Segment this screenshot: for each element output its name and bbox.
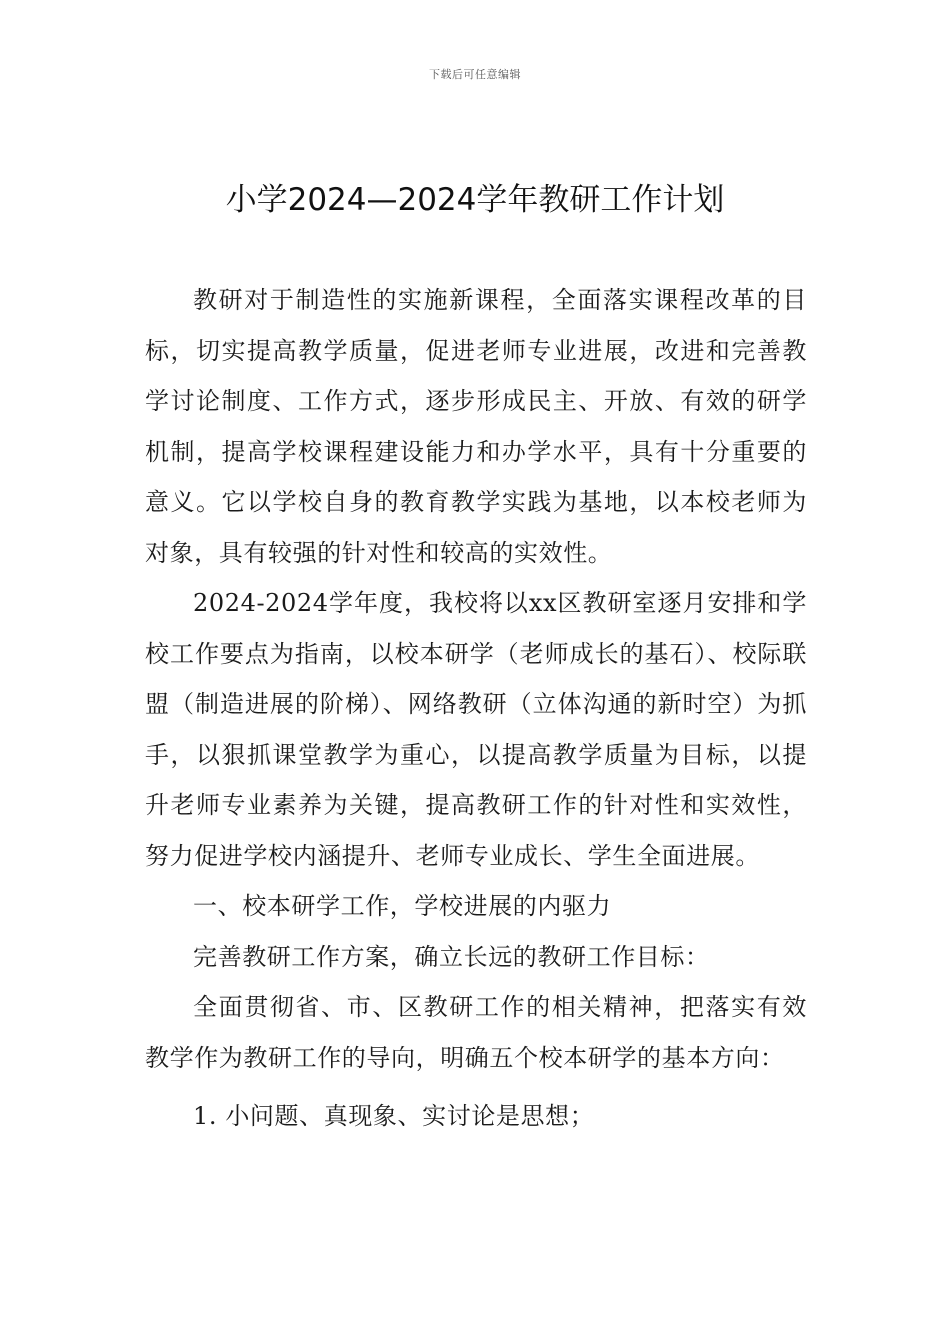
paragraph-improve-plan: 完善教研工作方案，确立长远的教研工作目标： <box>193 942 710 971</box>
paragraph-intro: 教研对于制造性的实施新课程，全面落实课程改革的目标，切实提高教学质量，促进老师专业进展，改进和完善教学讨论制度、工作方式，逐步形成民主、开放、有效的研学机制，提高学校课程建设能力和办学水平，具有十分重要的意义。它以学校自身的教育教学实践为基地，以本校老师为对象，具有较强的针对性和较高的实效性。 <box>145 286 807 567</box>
paragraph-directions: 全面贯彻省、市、区教研工作的相关精神，把落实有效教学作为教研工作的导向，明确五个校本研学的基本方向： <box>145 993 807 1072</box>
paragraph-year-plan: 2024-2024学年度，我校将以xx区教研室逐月安排和学校工作要点为指南，以校本研学（老师成长的基石）、校际联盟（制造进展的阶梯）、网络教研（立体沟通的新时空）为抓手，以狠抓课堂教学为重心，以提高教学质量为目标，以提升老师专业素养为关键，提高教研工作的针对性和实效性，努力促进学校内涵提升、老师专业成长、学生全面进展。 <box>145 589 807 870</box>
section-heading-1: 一、校本研学工作，学校进展的内驱力 <box>193 892 612 920</box>
list-item-1: 1. 小问题、真现象、实讨论是思想； <box>193 1102 595 1130</box>
page-header-note: 下载后可任意编辑 <box>429 68 521 81</box>
document-body <box>145 275 807 1142</box>
document-title: 小学2024—2024学年教研工作计划 <box>225 182 725 218</box>
